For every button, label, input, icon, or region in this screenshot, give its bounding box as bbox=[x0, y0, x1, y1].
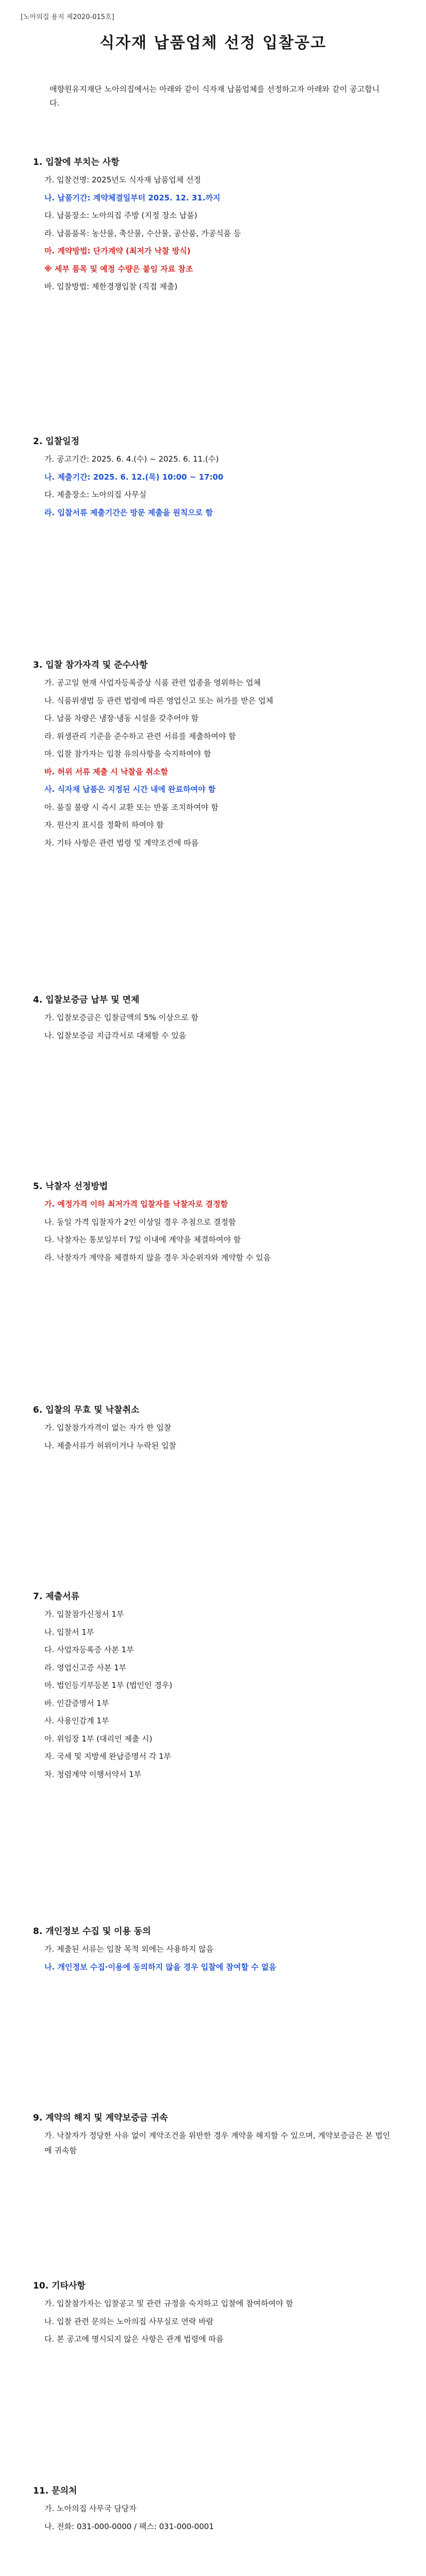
section-2 bbox=[33, 434, 394, 523]
section-item: 가. 입찰보증금은 입찰금액의 5% 이상으로 함 bbox=[44, 1013, 199, 1022]
section-4 bbox=[33, 992, 394, 1046]
section-heading: 10. 기타사항 bbox=[33, 2281, 86, 2291]
section-item: 나. 입찰 관련 문의는 노아의집 사무실로 연락 바람 bbox=[44, 2316, 214, 2326]
section-heading: 5. 낙찰자 선정방법 bbox=[33, 1181, 108, 1192]
section-item-list bbox=[33, 2128, 394, 2158]
section-item: 나. 개인정보 수집·이용에 동의하지 않을 경우 입찰에 참여할 수 없음 bbox=[44, 1962, 276, 1972]
page-title: 식자재 납품업체 선정 입찰공고 bbox=[99, 34, 327, 52]
section-item: 나. 동일 가격 입찰자가 2인 이상일 경우 추첨으로 결정함 bbox=[44, 1217, 236, 1227]
section-item: 가. 노아의집 사무국 담당자 bbox=[44, 2504, 137, 2513]
section-item-list bbox=[33, 2296, 394, 2347]
section-item: 라. 낙찰자가 계약을 체결하지 않을 경우 차순위자와 계약할 수 있음 bbox=[44, 1252, 271, 1262]
section-item-list bbox=[33, 675, 394, 850]
section-item-list bbox=[33, 1197, 394, 1265]
section-item: 아. 품질 불량 시 즉시 교환 또는 반품 조치하여야 함 bbox=[44, 802, 219, 812]
section-item: ※ 세부 품목 및 예정 수량은 붙임 자료 참조 bbox=[44, 264, 193, 274]
section-3 bbox=[33, 657, 394, 853]
section-item-list bbox=[33, 173, 394, 294]
section-heading: 4. 입찰보증금 납부 및 면제 bbox=[33, 995, 140, 1005]
section-item-list bbox=[33, 1420, 394, 1453]
section-item: 마. 입찰 참가자는 입찰 유의사항을 숙지하여야 함 bbox=[44, 749, 211, 758]
section-9 bbox=[33, 2110, 394, 2161]
section-item: 나. 입찰보증금 지급각서로 대체할 수 있음 bbox=[44, 1030, 186, 1040]
section-7 bbox=[33, 1589, 394, 1785]
section-item-list bbox=[33, 1010, 394, 1043]
section-item: 나. 전화: 031-000-0000 / 팩스: 031-000-0001 bbox=[44, 2521, 214, 2531]
section-item: 나. 제출기간: 2025. 6. 12.(목) 10:00 ~ 17:00 bbox=[44, 472, 224, 482]
section-item: 아. 위임장 1부 (대리인 제출 시) bbox=[44, 1734, 153, 1743]
section-item: 다. 낙찰자는 통보일부터 7일 이내에 계약을 체결하여야 함 bbox=[44, 1235, 241, 1244]
section-item: 가. 낙찰자가 정당한 사유 없이 계약조건을 위반한 경우 계약을 해지할 수 있으며, 계약보증금은 본 법인에 귀속함 bbox=[44, 2131, 390, 2155]
section-item-list bbox=[33, 1942, 394, 1974]
section-11 bbox=[33, 2483, 394, 2537]
section-item: 차. 기타 사항은 관련 법령 및 계약조건에 따름 bbox=[44, 838, 199, 848]
section-item: 마. 법인등기부등본 1부 (법인인 경우) bbox=[44, 1681, 172, 1690]
section-item: 사. 식자재 납품은 지정된 시간 내에 완료하여야 함 bbox=[44, 785, 216, 794]
section-item-list bbox=[33, 452, 394, 520]
section-item: 라. 납품품목: 농산물, 축산물, 수산물, 공산품, 가공식품 등 bbox=[44, 228, 241, 238]
section-item: 차. 청렴계약 이행서약서 1부 bbox=[44, 1769, 142, 1779]
section-item: 다. 제출장소: 노아의집 사무실 bbox=[44, 490, 147, 499]
section-item: 자. 원산지 표시를 정확히 하여야 함 bbox=[44, 820, 164, 829]
section-item: 가. 입찰참가자격이 없는 자가 한 입찰 bbox=[44, 1423, 171, 1432]
section-heading: 11. 문의처 bbox=[33, 2486, 77, 2496]
section-item: 가. 입찰건명: 2025년도 식자재 납품업체 선정 bbox=[44, 175, 201, 184]
section-item: 다. 납품장소: 노아의집 주방 (지정 장소 납품) bbox=[44, 211, 198, 220]
section-item: 라. 영업신고증 사본 1부 bbox=[44, 1663, 127, 1672]
section-item: 다. 사업자등록증 사본 1부 bbox=[44, 1645, 134, 1654]
section-item: 바. 입찰방법: 제한경쟁입찰 (직접 제출) bbox=[44, 282, 177, 291]
section-item: 나. 식품위생법 등 관련 법령에 따른 영업신고 또는 허가를 받은 업체 bbox=[44, 696, 273, 705]
section-1 bbox=[33, 155, 394, 297]
section-heading: 2. 입찰일정 bbox=[33, 436, 79, 447]
section-item: 가. 입찰참가신청서 1부 bbox=[44, 1609, 124, 1619]
section-item: 가. 공고기간: 2025. 6. 4.(수) ~ 2025. 6. 11.(수) bbox=[44, 454, 219, 464]
section-heading: 3. 입찰 참가자격 및 준수사항 bbox=[33, 660, 148, 670]
section-6 bbox=[33, 1402, 394, 1456]
section-item: 자. 국세 및 지방세 완납증명서 각 1부 bbox=[44, 1752, 171, 1761]
section-item: 나. 납품기간: 계약체결일부터 2025. 12. 31.까지 bbox=[44, 193, 221, 202]
section-5 bbox=[33, 1179, 394, 1268]
section-8 bbox=[33, 1924, 394, 1977]
intro-paragraph: 애향원유지재단 노아의집에서는 아래와 같이 식자재 납품업체를 선정하고자 아래와 같이 공고합니다. bbox=[50, 84, 380, 108]
section-item: 다. 납품 차량은 냉장·냉동 시설을 갖추어야 함 bbox=[44, 714, 199, 723]
section-item: 라. 위생관리 기준을 준수하고 관련 서류를 제출하여야 함 bbox=[44, 731, 236, 741]
section-item: 바. 허위 서류 제출 시 낙찰을 취소함 bbox=[44, 767, 168, 776]
section-10 bbox=[33, 2278, 394, 2350]
section-heading: 8. 개인정보 수집 및 이용 동의 bbox=[33, 1926, 151, 1937]
document-header-note: [노아의집 용지 제2020-015호] bbox=[21, 13, 114, 21]
section-item: 가. 입찰참가자는 입찰공고 및 관련 규정을 숙지하고 입찰에 참여하여야 함 bbox=[44, 2299, 293, 2308]
section-item: 바. 인감증명서 1부 bbox=[44, 1698, 109, 1708]
section-item: 나. 입찰서 1부 bbox=[44, 1627, 94, 1637]
section-item: 라. 입찰서류 제출기간은 방문 제출을 원칙으로 함 bbox=[44, 507, 213, 517]
section-heading: 1. 입찰에 부치는 사항 bbox=[33, 157, 120, 167]
section-item: 마. 계약방법: 단가계약 (최저가 낙찰 방식) bbox=[44, 246, 191, 256]
section-item: 사. 사용인감계 1부 bbox=[44, 1716, 109, 1725]
section-heading: 7. 제출서류 bbox=[33, 1591, 79, 1602]
section-item-list bbox=[33, 1607, 394, 1782]
section-item: 다. 본 공고에 명시되지 않은 사항은 관계 법령에 따름 bbox=[44, 2334, 224, 2344]
section-item-list bbox=[33, 2501, 394, 2534]
section-item: 가. 공고일 현재 사업자등록증상 식품 관련 업종을 영위하는 업체 bbox=[44, 678, 261, 687]
section-item: 가. 제출된 서류는 입찰 목적 외에는 사용하지 않음 bbox=[44, 1944, 214, 1954]
section-heading: 6. 입찰의 무효 및 낙찰취소 bbox=[33, 1405, 140, 1415]
section-heading: 9. 계약의 해지 및 계약보증금 귀속 bbox=[33, 2113, 168, 2123]
section-item: 나. 제출서류가 허위이거나 누락된 입찰 bbox=[44, 1440, 176, 1450]
section-item: 가. 예정가격 이하 최저가격 입찰자를 낙찰자로 결정함 bbox=[44, 1199, 228, 1209]
